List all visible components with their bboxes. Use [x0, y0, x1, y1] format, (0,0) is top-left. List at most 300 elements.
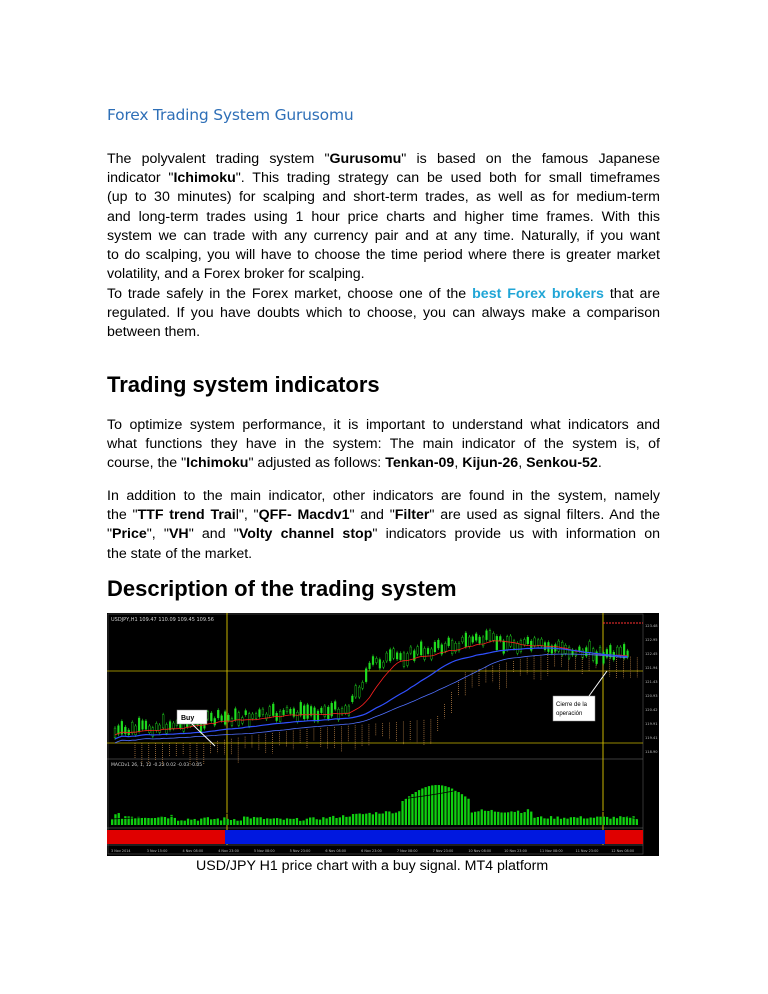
histogram-bar — [332, 816, 334, 825]
histogram-bar — [372, 814, 374, 825]
histogram-bar — [481, 809, 483, 825]
time-tick-label: 4 Nov 23:00 — [218, 849, 239, 853]
candle-body — [228, 715, 230, 720]
histogram-bar — [200, 819, 202, 825]
candle-body — [386, 653, 388, 661]
histogram-bar — [543, 818, 545, 825]
histogram-bar — [590, 817, 592, 825]
histogram-bar — [411, 794, 413, 825]
time-tick-label: 7 Nov 08:00 — [396, 849, 418, 853]
histogram-bar — [629, 817, 631, 825]
histogram-bar — [210, 819, 212, 825]
candle-body — [114, 728, 116, 738]
histogram-bar — [134, 818, 136, 825]
histogram-bar — [636, 818, 638, 825]
histogram-bar — [329, 817, 331, 825]
indicators-line: course, the "Ichimoku" adjusted as follows: Tenkan-09, Kijun-26, Senkou-52. — [107, 455, 602, 472]
histogram-bar — [151, 818, 153, 825]
intro-line: (up to 30 minutes) for scalping and short-term trades, as well as for medium-term — [107, 189, 660, 206]
candle-body — [303, 706, 305, 719]
candle-body — [231, 719, 233, 726]
candle-body — [465, 633, 467, 647]
histogram-bar — [246, 817, 248, 825]
candle-body — [214, 718, 216, 725]
intro-line: The polyvalent trading system "Gurusomu" is based on the famous Japanese — [107, 151, 660, 167]
histogram-bar — [514, 812, 516, 825]
histogram-bar — [243, 816, 245, 825]
candle-body — [503, 641, 505, 653]
candle-body — [599, 647, 601, 654]
candle-body — [235, 709, 237, 720]
histogram-bar — [586, 818, 588, 825]
histogram-bar — [299, 821, 301, 825]
candle-body — [210, 713, 212, 721]
histogram-bar — [362, 814, 364, 825]
histogram-bar — [520, 813, 522, 825]
document-title: Forex Trading System Gurusomu — [107, 106, 354, 124]
price-tick-label: 122.45 — [645, 652, 658, 656]
candle-body — [221, 716, 223, 721]
histogram-bar — [378, 814, 380, 825]
candle-body — [269, 707, 271, 716]
candle-body — [358, 687, 360, 697]
histogram-bar — [560, 819, 562, 825]
candle-body — [327, 707, 329, 719]
histogram-bar — [553, 819, 555, 825]
price-tick-label: 121.43 — [645, 680, 658, 684]
histogram-bar — [296, 818, 298, 825]
candle-body — [159, 725, 161, 733]
histogram-bar — [293, 819, 295, 825]
indicators-line: "Price", "VH" and "Volty channel stop" indicators provide us with information on — [107, 526, 660, 543]
histogram-bar — [497, 812, 499, 825]
price-tick-label: 122.95 — [645, 638, 658, 642]
histogram-bar — [260, 817, 262, 825]
histogram-bar — [203, 818, 205, 825]
candle-body — [496, 636, 498, 650]
brokers-line: regulated. If you have doubts which to choose, you can always make a comparison — [107, 305, 660, 322]
candle-body — [534, 638, 536, 646]
histogram-bar — [359, 813, 361, 825]
candle-body — [424, 648, 426, 659]
candle-body — [499, 636, 501, 640]
histogram-bar — [599, 817, 601, 825]
histogram-bar — [395, 813, 397, 825]
histogram-bar — [385, 811, 387, 825]
histogram-bar — [273, 818, 275, 825]
histogram-bar — [365, 814, 367, 825]
histogram-bar — [217, 818, 219, 825]
candle-body — [379, 660, 381, 669]
filter-bar-blue — [225, 830, 605, 844]
histogram-bar — [269, 819, 271, 825]
candle-body — [173, 723, 175, 728]
time-tick-label: 3 Nov 15:00 — [146, 849, 168, 853]
candle-body — [472, 637, 474, 643]
histogram-bar — [583, 818, 585, 825]
histogram-bar — [266, 818, 268, 825]
candle-body — [489, 631, 491, 641]
candle-body — [407, 653, 409, 665]
candle-body — [245, 711, 247, 715]
candle-body — [551, 646, 553, 654]
histogram-bar — [448, 787, 450, 825]
intro-line: to do scalping, you will have to choose the time period where there is greater market — [107, 247, 660, 264]
candle-body — [517, 643, 519, 653]
histogram-bar — [147, 818, 149, 825]
candle-body — [351, 696, 353, 702]
candle-body — [255, 714, 257, 719]
candle-body — [548, 642, 550, 651]
histogram-bar — [283, 820, 285, 825]
histogram-bar — [180, 820, 182, 825]
intro-paragraph — [107, 150, 660, 284]
candle-body — [262, 709, 264, 715]
histogram-bar — [342, 815, 344, 825]
histogram-bar — [240, 821, 242, 825]
histogram-bar — [557, 817, 559, 825]
time-tick-label: 6 Nov 23:00 — [361, 849, 382, 853]
histogram-bar — [157, 817, 159, 825]
histogram-bar — [316, 819, 318, 825]
time-tick-label: 10 Nov 23:00 — [504, 849, 527, 853]
histogram-bar — [154, 818, 156, 825]
candle-body — [362, 682, 364, 688]
histogram-bar — [444, 786, 446, 825]
candle-body — [510, 636, 512, 646]
candle-body — [431, 649, 433, 659]
histogram-bar — [603, 817, 605, 825]
histogram-bar — [438, 785, 440, 825]
candle-body — [145, 721, 147, 729]
histogram-bar — [484, 811, 486, 825]
candle-body — [272, 704, 274, 716]
candle-body — [259, 710, 261, 717]
time-tick-label: 5 Nov 08:00 — [253, 849, 275, 853]
candle-body — [462, 637, 464, 642]
candle-body — [376, 658, 378, 662]
histogram-bar — [276, 818, 278, 825]
filter-bar-red-right — [605, 830, 643, 844]
histogram-bar — [626, 816, 628, 825]
brokers-paragraph — [107, 285, 660, 343]
histogram-bar — [454, 790, 456, 825]
candle-body — [506, 637, 508, 650]
histogram-bar — [593, 818, 595, 825]
histogram-bar — [464, 796, 466, 825]
histogram-bar — [566, 819, 568, 825]
histogram-bar — [339, 817, 341, 825]
histogram-bar — [194, 819, 196, 825]
histogram-bar — [517, 811, 519, 825]
histogram-bar — [537, 817, 539, 825]
histogram-bar — [398, 811, 400, 825]
histogram-bar — [477, 811, 479, 825]
candle-body — [475, 634, 477, 640]
candle-body — [403, 653, 405, 666]
candle-body — [324, 706, 326, 717]
candle-body — [321, 708, 323, 713]
histogram-bar — [236, 821, 238, 825]
candle-body — [427, 648, 429, 653]
heading-trading-system-indicators: Trading system indicators — [107, 372, 380, 397]
intro-line: volatility, and a Forex broker for scalping. — [107, 266, 365, 283]
histogram-bar — [431, 785, 433, 825]
histogram-bar — [352, 814, 354, 825]
candle-body — [238, 713, 240, 726]
candle-body — [434, 642, 436, 652]
histogram-bar — [128, 816, 130, 825]
histogram-bar — [309, 818, 311, 825]
histogram-bar — [527, 809, 529, 825]
candle-body — [523, 639, 525, 644]
candle-body — [183, 724, 185, 731]
histogram-bar — [220, 820, 222, 825]
histogram-bar — [164, 817, 166, 825]
time-tick-label: 10 Nov 08:00 — [468, 849, 492, 853]
histogram-bar — [223, 817, 225, 825]
histogram-bar — [319, 820, 321, 825]
candle-body — [283, 710, 285, 715]
histogram-bar — [623, 817, 625, 825]
candle-body — [400, 653, 402, 659]
histogram-bar — [619, 816, 621, 825]
time-tick-label: 4 Nov 08:00 — [182, 849, 204, 853]
candle-body — [486, 631, 488, 640]
histogram-bar — [563, 818, 565, 825]
histogram-bar — [540, 816, 542, 825]
histogram-bar — [458, 792, 460, 825]
histogram-bar — [504, 813, 506, 825]
candle-body — [224, 712, 226, 725]
histogram-bar — [207, 817, 209, 825]
candle-body — [290, 709, 292, 713]
price-tick-label: 120.93 — [645, 694, 658, 698]
intro-line: and long-term trades using 1 hour price charts and higher time frames. With this — [107, 208, 660, 225]
histogram-bar — [177, 821, 179, 825]
candle-body — [468, 637, 470, 646]
histogram-bar — [174, 818, 176, 825]
candle-body — [345, 706, 347, 713]
time-tick-label: 11 Nov 23:00 — [575, 849, 599, 853]
brokers-line: between them. — [107, 324, 201, 341]
time-tick-label: 11 Nov 08:00 — [539, 849, 563, 853]
candle-body — [437, 640, 439, 648]
filter-bar-red-left — [107, 830, 225, 844]
intro-line: system we can trade with any currency pair and at any time. Naturally, if you want — [107, 227, 660, 244]
histogram-bar — [190, 820, 192, 825]
candle-body — [448, 638, 450, 646]
candle-body — [389, 650, 391, 661]
candle-body — [131, 722, 133, 733]
candle-body — [558, 641, 560, 651]
histogram-bar — [609, 819, 611, 825]
candle-body — [296, 712, 298, 721]
filter-bar — [107, 830, 643, 844]
histogram-bar — [184, 821, 186, 825]
candle-body — [369, 663, 371, 669]
histogram-bar — [161, 816, 163, 825]
histogram-bar — [451, 789, 453, 825]
histogram-bar — [253, 817, 255, 825]
candle-body — [307, 705, 309, 719]
histogram-bar — [547, 819, 549, 825]
candle-body — [582, 650, 584, 657]
histogram-bar — [256, 817, 258, 825]
brokers-line: To trade safely in the Forex market, choose one of the best Forex brokers that are — [107, 286, 660, 302]
candle-body — [493, 633, 495, 640]
histogram-bar — [467, 799, 469, 825]
candle-body — [393, 649, 395, 658]
heading-description-of-trading-system: Description of the trading system — [107, 576, 457, 601]
candle-body — [616, 647, 618, 655]
price-tick-label: 118.90 — [645, 750, 658, 754]
candle-body — [382, 662, 384, 667]
histogram-bar — [167, 818, 169, 825]
histogram-bar — [596, 817, 598, 825]
histogram-bar — [613, 817, 615, 825]
histogram-bar — [250, 818, 252, 825]
histogram-bar — [421, 788, 423, 825]
histogram-bar — [428, 786, 430, 825]
candle-body — [162, 715, 164, 728]
chart-header-text: USDJPY,H1 109.47 110.09 109.45 109.56 — [111, 617, 214, 623]
candle-body — [142, 721, 144, 729]
histogram-bar — [263, 819, 265, 825]
histogram-bar — [345, 817, 347, 825]
indicators-line: the state of the market. — [107, 545, 253, 562]
histogram-bar — [573, 817, 575, 825]
candle-body — [355, 686, 357, 697]
candle-body — [286, 707, 288, 712]
histogram-bar — [121, 818, 123, 825]
histogram-bar — [491, 810, 493, 825]
price-tick-label: 121.94 — [645, 666, 658, 670]
histogram-bar — [124, 816, 126, 825]
candle-body — [155, 723, 157, 730]
candle-body — [124, 727, 126, 734]
svg-text:Buy: Buy — [181, 715, 195, 722]
histogram-bar — [230, 820, 232, 825]
time-tick-label: 12 Nov 08:00 — [611, 849, 635, 853]
time-tick-label: 6 Nov 08:00 — [325, 849, 347, 853]
price-tick-label: 119.91 — [645, 722, 658, 726]
histogram-bar — [213, 819, 215, 825]
histogram-bar — [494, 812, 496, 825]
indicators-line: In addition to the main indicator, other indicators are found in the system, namely — [107, 488, 660, 504]
candle-body — [138, 718, 140, 731]
histogram-bar — [233, 819, 235, 825]
svg-text:Cierre de la: Cierre de la — [556, 702, 588, 708]
histogram-bar — [530, 812, 532, 825]
histogram-bar — [408, 796, 410, 825]
candle-body — [579, 647, 581, 651]
candle-body — [207, 712, 209, 719]
histogram-bar — [606, 817, 608, 825]
histogram-bar — [375, 812, 377, 825]
histogram-bar — [349, 817, 351, 825]
histogram-bar — [335, 818, 337, 825]
candle-body — [149, 726, 151, 733]
indicators-line: what functions they have in the system: The main indicator of the system is, of — [107, 436, 660, 453]
candle-body — [417, 647, 419, 655]
histogram-bar — [286, 818, 288, 825]
histogram-bar — [441, 785, 443, 825]
histogram-bar — [227, 819, 229, 825]
price-tick-label: 119.41 — [645, 736, 658, 740]
time-tick-label: 5 Nov 23:00 — [289, 849, 311, 853]
histogram-bar — [487, 811, 489, 825]
histogram-bar — [279, 819, 281, 825]
histogram-bar — [425, 787, 427, 825]
histogram-bar — [114, 814, 116, 825]
candle-body — [537, 640, 539, 645]
candle-body — [317, 711, 319, 721]
histogram-bar — [382, 813, 384, 825]
chart-caption: USD/JPY H1 price chart with a buy signal. MT4 platform — [196, 858, 549, 874]
candle-body — [482, 637, 484, 646]
histogram-bar — [392, 813, 394, 825]
histogram-bar — [461, 794, 463, 825]
histogram-bar — [144, 818, 146, 825]
histogram-bar — [434, 785, 436, 825]
candle-body — [420, 642, 422, 655]
candle-body — [334, 702, 336, 710]
indicators-line: To optimize system performance, it is important to understand what indicators and — [107, 417, 660, 433]
candle-body — [365, 669, 367, 682]
candle-body — [396, 653, 398, 659]
histogram-bar — [312, 817, 314, 825]
histogram-bar — [289, 819, 291, 825]
histogram-bar — [388, 811, 390, 825]
histogram-bar — [111, 819, 113, 825]
indicators-line: the "TTF trend Trail", "QFF- Macdv1" and "Filter" are used as signal filters. And the — [107, 507, 660, 524]
histogram-bar — [471, 813, 473, 825]
histogram-bar — [524, 812, 526, 825]
histogram-bar — [355, 814, 357, 825]
candle-body — [451, 641, 453, 654]
histogram-bar — [418, 790, 420, 825]
histogram-bar — [510, 811, 512, 825]
candle-body — [135, 726, 137, 735]
candle-body — [513, 641, 515, 649]
histogram-bar — [507, 812, 509, 825]
candle-body — [252, 714, 254, 719]
indicators-paragraph-1 — [107, 416, 660, 474]
candle-body — [520, 640, 522, 651]
histogram-bar — [141, 817, 143, 825]
histogram-bar — [533, 818, 535, 825]
histogram-bar — [197, 821, 199, 825]
histogram-bar — [302, 820, 304, 825]
time-tick-label: 3 Nov 2014 — [111, 849, 131, 853]
histogram-bar — [401, 801, 403, 825]
histogram-bar — [405, 799, 407, 825]
candle-body — [410, 647, 412, 653]
histogram-bar — [616, 818, 618, 825]
candle-body — [372, 656, 374, 664]
candle-body — [527, 637, 529, 644]
indicators-paragraph-2 — [107, 487, 660, 564]
candle-body — [444, 643, 446, 651]
candle-body — [217, 710, 219, 718]
time-tick-label: 7 Nov 23:00 — [432, 849, 454, 853]
candle-body — [348, 706, 350, 715]
candle-body — [589, 641, 591, 653]
histogram-bar — [500, 813, 502, 825]
best-forex-brokers-link[interactable]: best Forex brokers — [472, 286, 604, 302]
histogram-bar — [550, 816, 552, 825]
